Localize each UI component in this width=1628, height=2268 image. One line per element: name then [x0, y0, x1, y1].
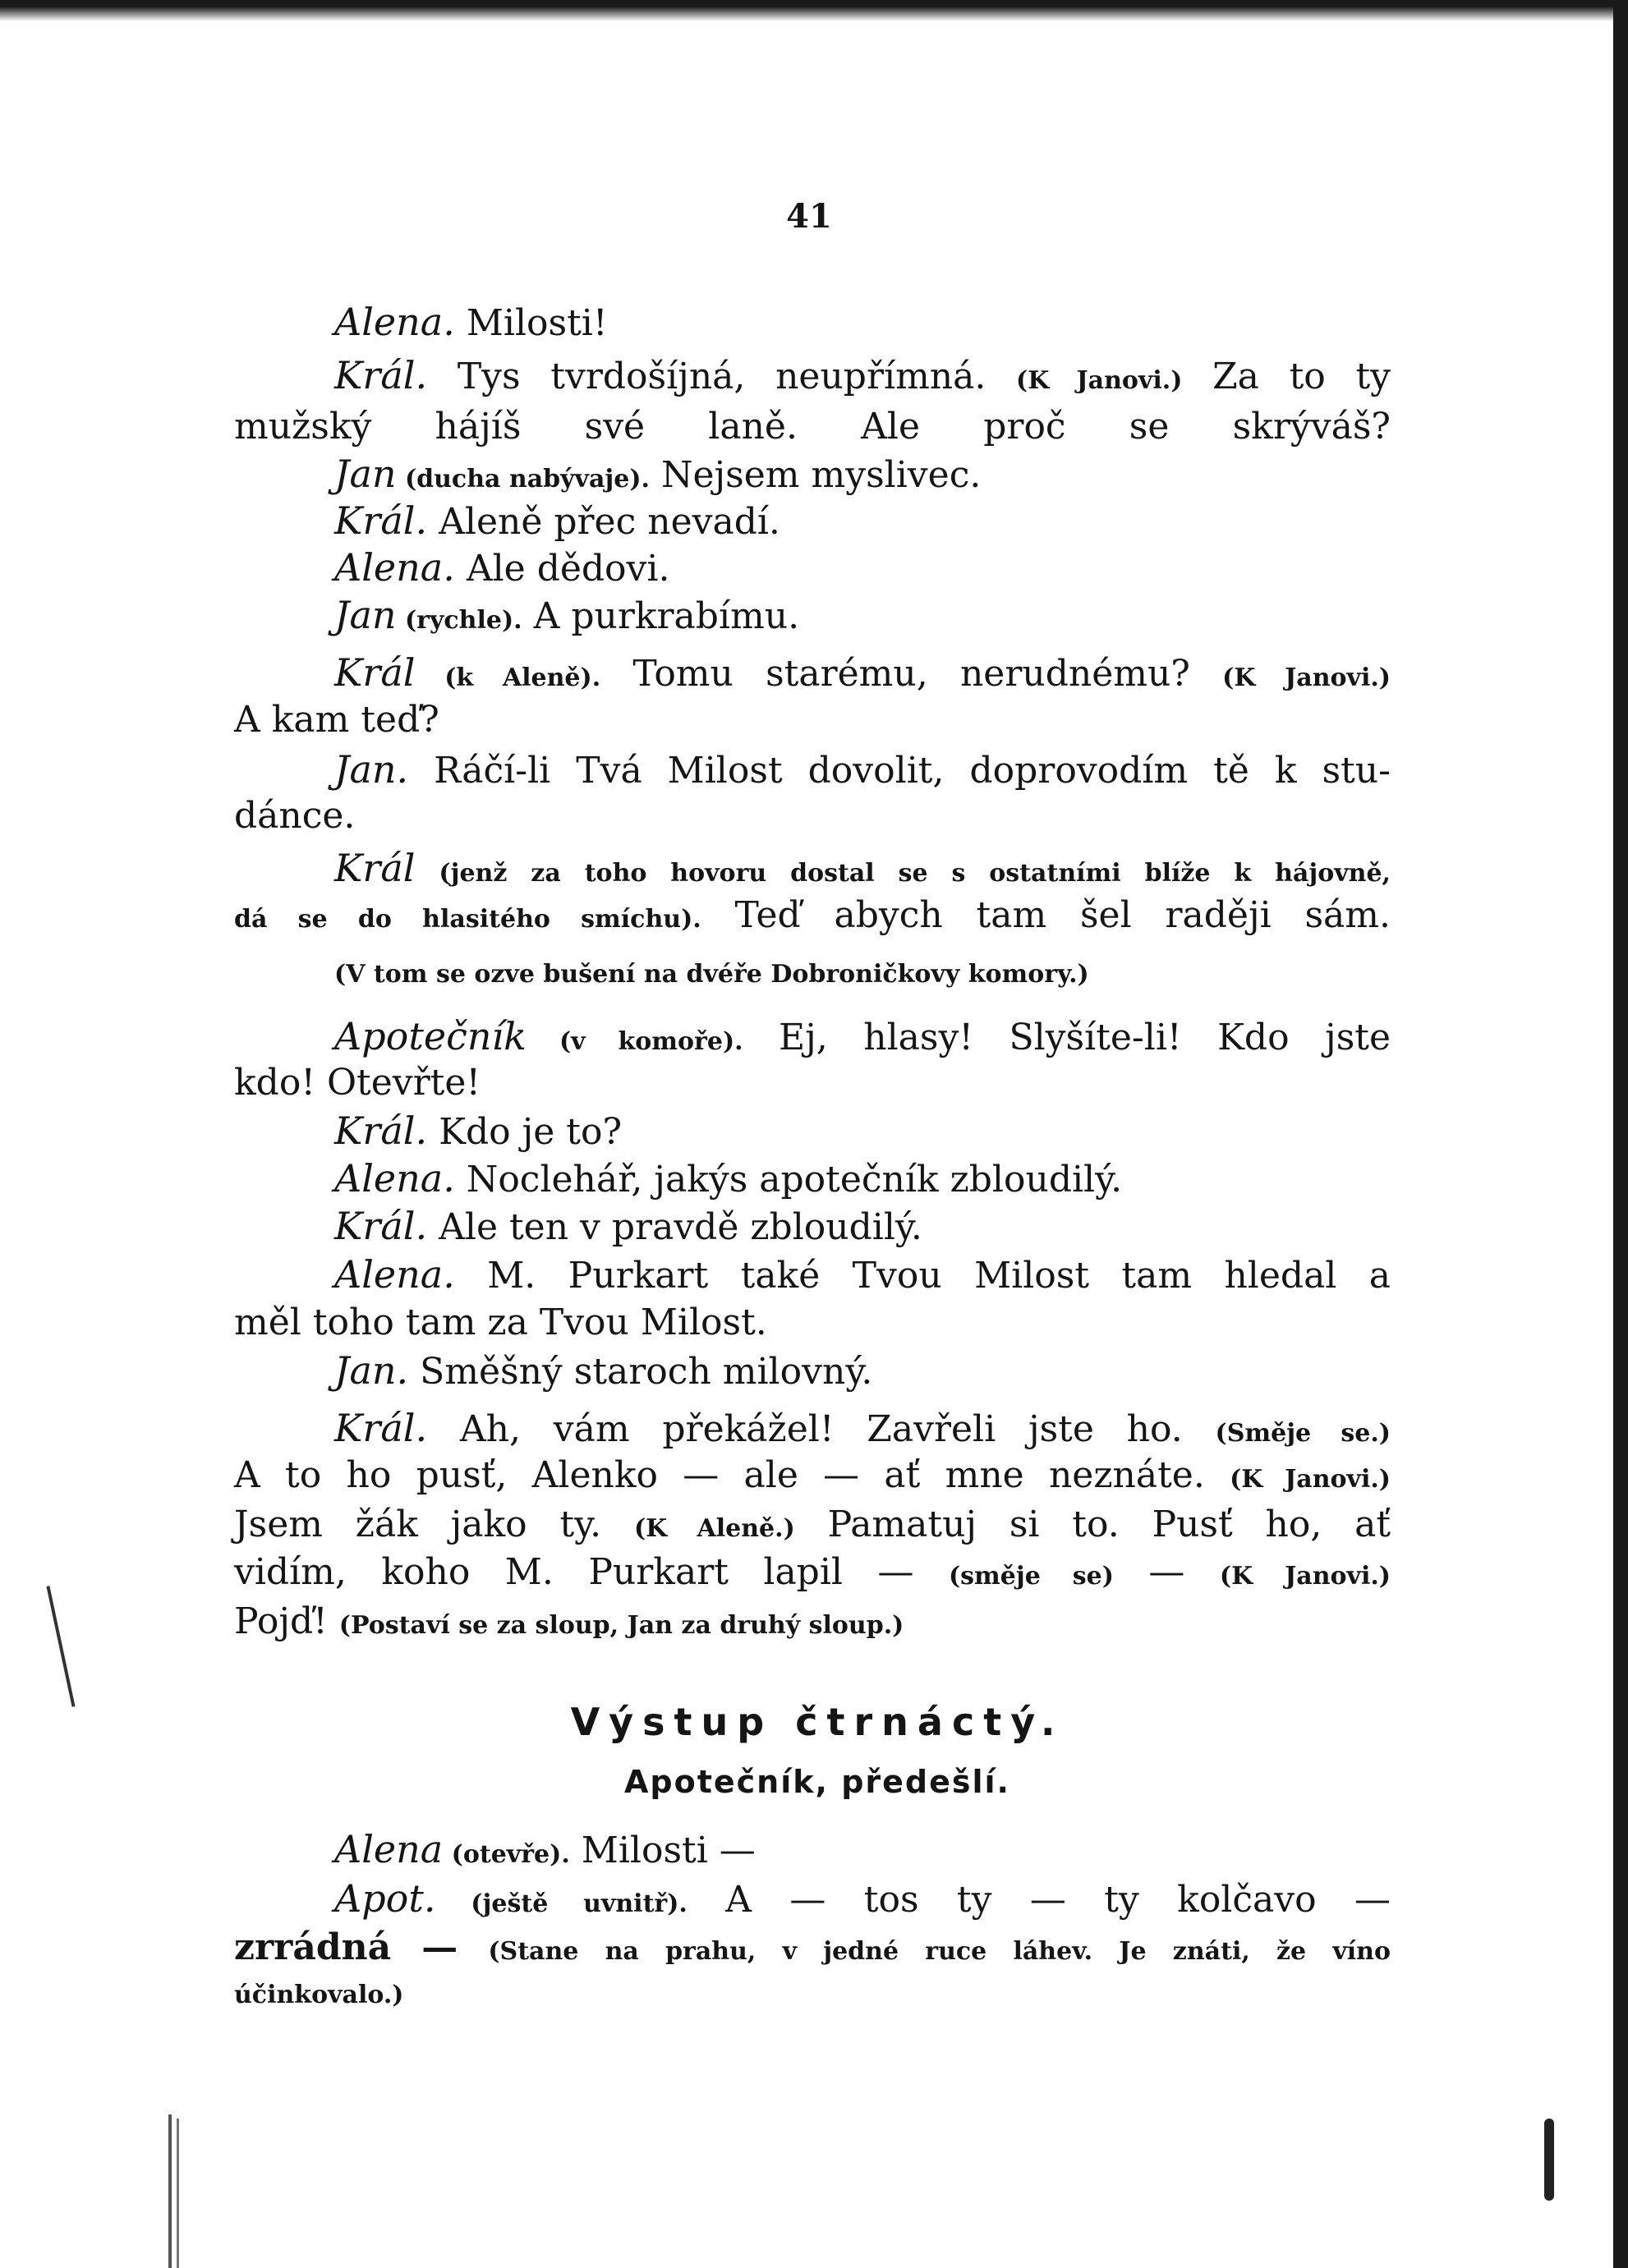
speaker-name: Jan [334, 452, 397, 496]
speaker-name: Alena. [334, 1156, 455, 1201]
speaker-name: Král. [334, 353, 428, 397]
dialogue-line [334, 300, 608, 346]
speaker-name: Alena. [334, 1252, 455, 1297]
speech-text: — [1113, 1551, 1220, 1593]
speech-text: A purkrabímu. [522, 595, 800, 637]
stage-direction: (Směje se.) [1215, 1419, 1391, 1448]
speaker-name: Král. [334, 1109, 428, 1153]
scan-gutter-line [168, 2114, 172, 2268]
dialogue-line [234, 1550, 1391, 1599]
dialogue-line [234, 893, 1391, 942]
dialogue-line [234, 1061, 481, 1105]
stage-direction: (K Janovi.) [1230, 1465, 1391, 1494]
scan-edge-right [1613, 0, 1628, 2268]
speaker-name: Král [334, 650, 416, 695]
speech-text: Ale dědovi. [454, 548, 670, 590]
speech-text: Směšný staroch milovný. [408, 1351, 873, 1393]
stage-direction: (K Aleně.) [633, 1514, 795, 1543]
speech-text: Pamatuj si to. Pusť ho, ať [794, 1504, 1391, 1545]
speaker-name: Alena [334, 1827, 444, 1871]
dialogue-line [334, 1876, 1391, 1926]
speech-text: Noclehář, jakýs apotečník zbloudilý. [454, 1159, 1123, 1201]
dialogue-line [334, 846, 1391, 896]
speech-text: A — tos ty — ty kolčavo — [687, 1879, 1391, 1921]
speech-text: dánce. [234, 795, 356, 837]
dialogue-line [334, 1014, 1391, 1064]
speech-text: Ale ten v pravdě zbloudilý. [427, 1206, 922, 1248]
speaker-name: Alena. [334, 545, 455, 590]
dialogue-line [334, 353, 1391, 403]
speech-text: Ah, vám překážel! Zavřeli jste ho. [427, 1408, 1216, 1450]
scan-gutter-line [177, 2119, 179, 2268]
stage-direction: (Stane na prahu, v jedné ruce láhev. Je znáti, že víno [488, 1937, 1391, 1966]
stage-direction-line [334, 948, 1089, 997]
dialogue-line [334, 1109, 622, 1155]
dialogue-line [334, 452, 981, 502]
dialogue-line [234, 1503, 1391, 1551]
speech-text: Jsem žák jako ty. [234, 1504, 634, 1545]
book-page [234, 0, 1400, 2268]
dialogue-line [334, 1827, 756, 1877]
speech-text: Kdo je to? [427, 1111, 623, 1153]
stage-direction: (V tom se ozve bušení na dvéře Dobroničkovy komory.) [334, 960, 1089, 989]
dialogue-line [334, 545, 669, 591]
speech-text: Pojď! [234, 1600, 339, 1642]
speech-text: Aleně přec nevadí. [427, 501, 780, 543]
dialogue-line [334, 1156, 1122, 1202]
speaker-name: Král [334, 846, 416, 890]
scan-scratch [46, 1586, 75, 1707]
scene-heading: Výstup čtrnáctý. [570, 1700, 1065, 1744]
scene-characters: Apotečník, předešlí. [624, 1764, 1010, 1800]
dialogue-line [334, 498, 780, 544]
dialogue-line [334, 1252, 1391, 1298]
dialogue-line [334, 747, 1391, 793]
dialogue-line [234, 1600, 904, 1648]
stage-direction: (v komoře). [527, 1027, 743, 1056]
stage-direction: (K Janovi.) [1219, 1562, 1391, 1591]
speech-text: A kam teď? [234, 699, 439, 741]
speech-text: Ráčí-li Tvá Milost dovolit, doprovodím tě k stu- [408, 750, 1391, 792]
speech-text: mužský hájíš své laně. Ale proč se skrýváš? [234, 406, 1391, 448]
stage-direction: (otevře). [443, 1840, 570, 1869]
dialogue-line [234, 1926, 1391, 1974]
stage-direction: účinkovalo.) [234, 1981, 404, 2009]
dialogue-line [334, 1406, 1391, 1456]
speech-text: měl toho tam za Tvou Milost. [234, 1302, 767, 1343]
speech-text: Teď abych tam šel raději sám. [701, 894, 1391, 936]
stage-direction: (K Janovi.) [1016, 366, 1183, 395]
speech-text: Tys tvrdošíjná, neupřímná. [427, 356, 1017, 397]
dialogue-line [334, 650, 1391, 700]
stage-direction: (rychle). [396, 606, 522, 635]
speaker-name: Jan. [334, 747, 409, 792]
dialogue-line [334, 593, 799, 643]
speaker-name: Král. [334, 1204, 428, 1248]
speech-text: zrrádná — [234, 1926, 489, 1968]
stage-direction: (ducha nabývaje). [396, 465, 650, 494]
speech-text: Milosti! [454, 302, 608, 344]
stage-direction: (ještě uvnitř). [435, 1889, 688, 1918]
speaker-name: Jan [334, 593, 397, 637]
speech-text: Ej, hlasy! Slyšíte-li! Kdo jste [743, 1017, 1391, 1058]
speech-text: kdo! Otevřte! [234, 1062, 481, 1104]
speech-text: A to ho pusť, Alenko — ale — ať mne neznáte. [234, 1454, 1230, 1496]
speech-text: Nejsem myslivec. [650, 454, 982, 496]
dialogue-line [234, 405, 1391, 449]
dialogue-line [234, 1453, 1391, 1502]
speech-text: M. Purkart také Tvou Milost tam hledal a [454, 1255, 1391, 1297]
speaker-name: Alena. [334, 300, 455, 344]
scan-speck [1544, 2119, 1554, 2201]
speech-text: vidím, koho M. Purkart lapil — [234, 1551, 949, 1593]
stage-direction: dá se do hlasitého smíchu). [234, 905, 701, 934]
speaker-name: Apot. [334, 1876, 436, 1921]
stage-direction: (Postaví se za sloup, Jan za druhý sloup.) [338, 1611, 904, 1640]
speaker-name: Jan. [334, 1348, 409, 1393]
page-number: 41 [786, 197, 832, 236]
stage-direction: (k Aleně). [415, 663, 601, 692]
stage-direction: (K Janovi.) [1222, 663, 1391, 692]
speech-text: Tomu starému, nerudnému? [600, 653, 1223, 695]
dialogue-line [234, 794, 355, 838]
speech-text: Za to ty [1182, 356, 1391, 397]
dialogue-line [234, 1969, 403, 2018]
speaker-name: Král. [334, 498, 428, 543]
dialogue-line [234, 698, 439, 742]
dialogue-line [334, 1204, 922, 1250]
dialogue-line [234, 1301, 767, 1345]
dialogue-line [334, 1348, 872, 1394]
speaker-name: Apotečník [334, 1014, 527, 1058]
speaker-name: Král. [334, 1406, 428, 1450]
stage-direction: (směje se) [948, 1562, 1114, 1591]
speech-text: Milosti — [569, 1830, 756, 1871]
stage-direction: (jenž za toho hovoru dostal se s ostatními blíže k hájovně, [415, 859, 1391, 888]
